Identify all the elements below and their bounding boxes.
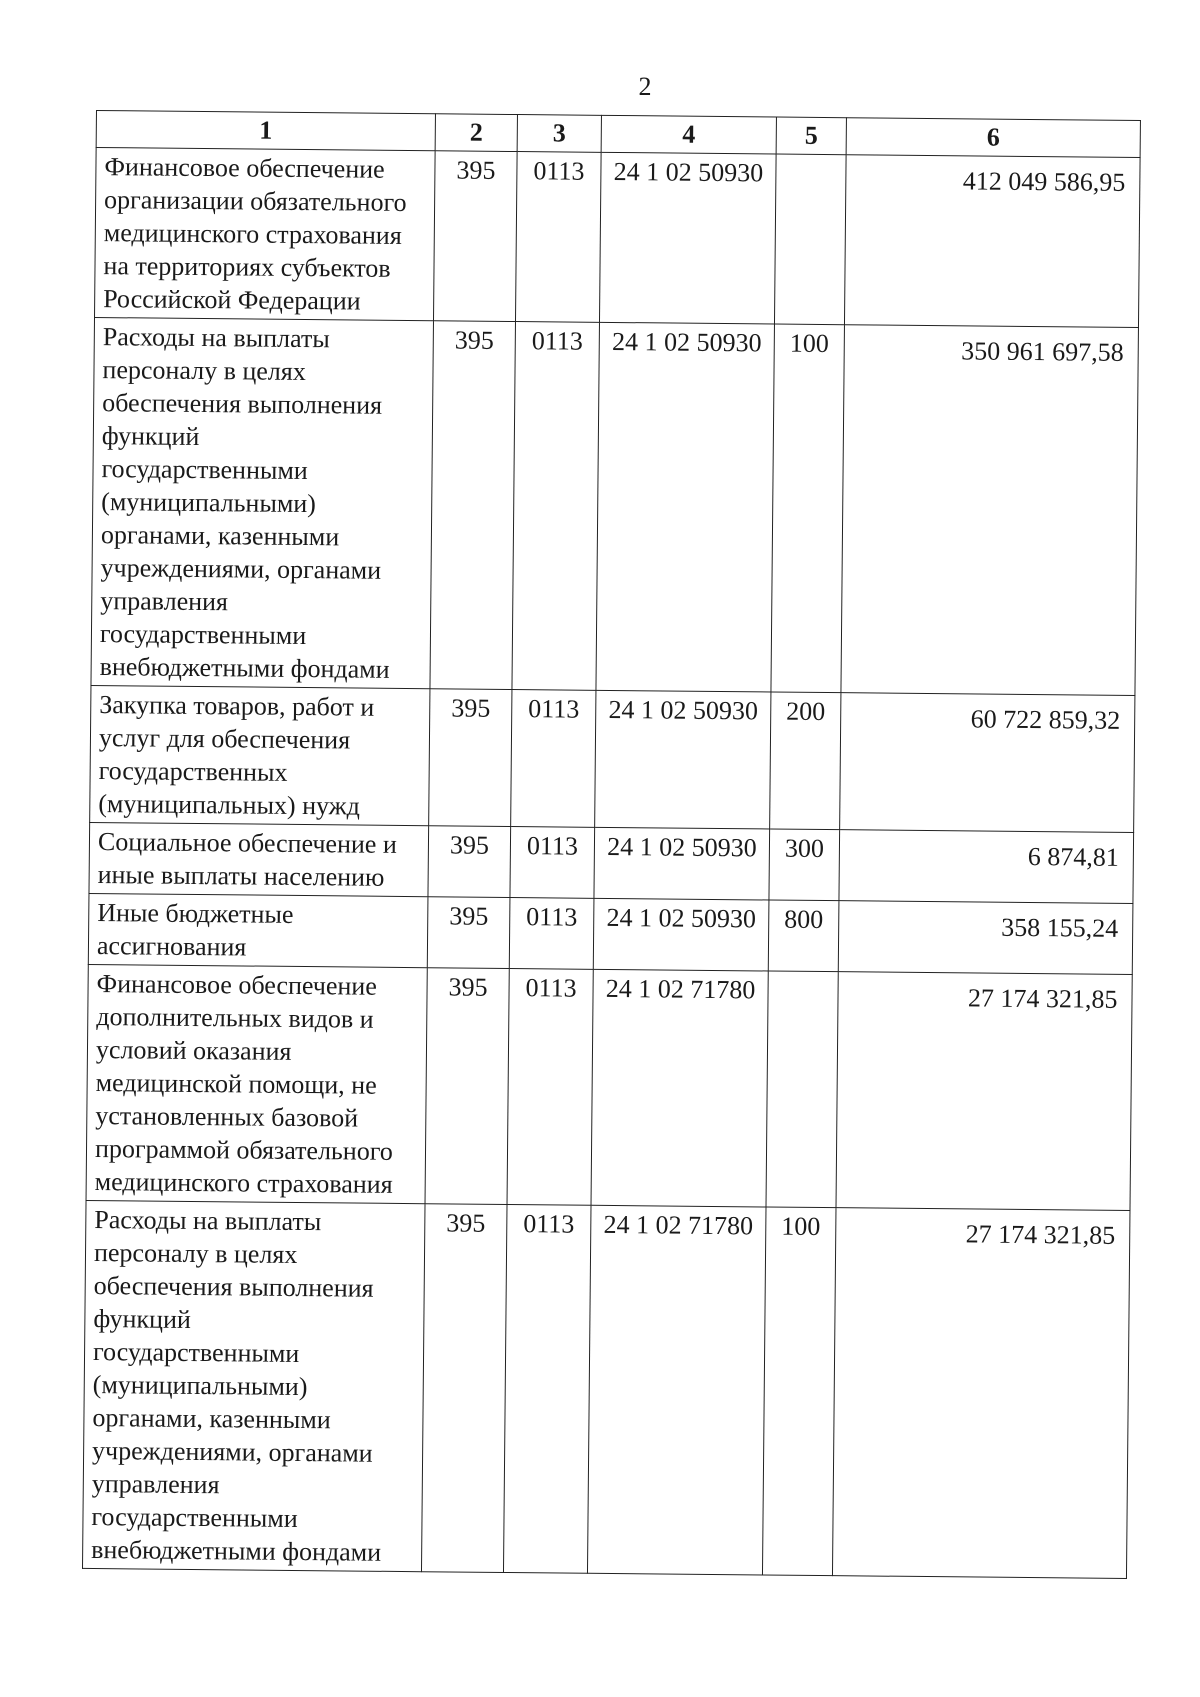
row-name-line: внебюджетными фондами	[91, 1535, 382, 1567]
row-name-line: функций	[101, 421, 200, 452]
row-section-code: 0113	[507, 969, 593, 1206]
row-section-code: 0113	[509, 898, 594, 970]
row-name-line: Закупка товаров, работ и	[99, 690, 375, 722]
row-name-line: программой обязательного	[94, 1134, 393, 1166]
row-name-line: государственными	[101, 454, 308, 486]
row-expense-type: 200	[770, 692, 841, 830]
row-name-line: Финансовое обеспечение	[104, 152, 385, 184]
row-name-line: учреждениями, органами	[91, 1436, 373, 1468]
row-target-article: 24 1 02 50930	[595, 690, 771, 829]
row-name-line: управления	[100, 586, 229, 617]
page-number: 2	[638, 72, 652, 101]
row-name-line: государственными	[91, 1502, 298, 1534]
row-name-line: медицинского страхования	[94, 1167, 393, 1199]
budget-table	[82, 110, 1141, 1579]
row-expense-type: 300	[769, 829, 840, 901]
row-name-line: функций	[93, 1304, 192, 1334]
table-row	[82, 1200, 1129, 1578]
row-target-article: 24 1 02 50930	[593, 898, 769, 971]
row-name-line: (муниципальными)	[101, 487, 317, 519]
row-name-line: государственных	[98, 756, 288, 787]
row-admin-code: 395	[427, 897, 510, 969]
row-name-line: персоналу в целях	[93, 1238, 298, 1269]
row-name-cell	[82, 1200, 425, 1571]
row-admin-code: 395	[421, 1204, 507, 1573]
row-name-line: Расходы на выплаты	[94, 1205, 322, 1237]
row-name-line: Иные бюджетные	[97, 898, 294, 929]
row-amount: 27 174 321,85	[832, 1208, 1130, 1579]
row-section-code: 0113	[510, 827, 595, 899]
row-expense-type: 800	[768, 900, 839, 972]
row-amount: 6 874,81	[839, 830, 1134, 904]
row-name-line: Финансовое обеспечение	[96, 969, 377, 1001]
row-amount: 358 155,24	[838, 901, 1133, 975]
row-admin-code: 395	[425, 968, 509, 1205]
row-admin-code: 395	[433, 151, 517, 322]
row-expense-type: 100	[762, 1207, 836, 1576]
row-name-line: государственными	[92, 1337, 300, 1369]
row-name-line: на территориях субъектов	[103, 251, 391, 283]
row-name-cell	[91, 317, 434, 688]
row-expense-type	[766, 971, 838, 1208]
header-col-5: 5	[776, 117, 846, 155]
row-target-article: 24 1 02 50930	[594, 827, 770, 900]
row-name-line: органами, казенными	[100, 520, 340, 552]
row-target-article: 24 1 02 50930	[596, 322, 775, 692]
table-row	[89, 822, 1134, 903]
row-name-line: медицинского страхования	[103, 218, 402, 250]
row-expense-type	[774, 154, 846, 325]
row-name-line: персоналу в целях	[102, 355, 306, 387]
row-name-cell	[89, 822, 429, 896]
row-name-line: органами, казенными	[92, 1403, 331, 1435]
row-target-article: 24 1 02 50930	[599, 152, 776, 324]
table-row	[86, 964, 1132, 1210]
table-body	[82, 148, 1140, 1579]
table-row	[88, 893, 1133, 974]
row-amount: 60 722 859,32	[840, 693, 1135, 833]
row-name-line: (муниципальными)	[92, 1370, 308, 1402]
row-name-line: государственными	[99, 619, 307, 651]
row-name-line: условий оказания	[95, 1035, 292, 1066]
table-row	[95, 148, 1141, 328]
row-name-line: установленных базовой	[95, 1101, 359, 1133]
row-name-line: иные выплаты населению	[97, 860, 385, 892]
row-name-line: организации обязательного	[104, 185, 407, 217]
row-section-code: 0113	[512, 322, 600, 691]
row-name-line: (муниципальных) нужд	[98, 789, 361, 821]
row-name-line: Социальное обеспечение и	[97, 827, 397, 859]
budget-table-wrapper	[82, 110, 1140, 1579]
row-admin-code: 395	[430, 321, 516, 690]
row-name-line: управления	[91, 1469, 220, 1500]
row-name-line: учреждениями, органами	[100, 553, 382, 585]
row-expense-type: 100	[771, 324, 845, 693]
row-name-line: обеспечения выполнения	[102, 388, 383, 420]
row-name-cell	[88, 893, 428, 967]
header-col-4: 4	[601, 115, 776, 154]
row-target-article: 24 1 02 71780	[587, 1205, 766, 1575]
row-section-code: 0113	[511, 690, 596, 828]
row-admin-code: 395	[428, 826, 511, 898]
table-row	[91, 317, 1138, 695]
row-name-cell	[90, 685, 430, 825]
row-name-line: Российской Федерации	[103, 284, 361, 316]
row-section-code: 0113	[503, 1204, 591, 1573]
header-col-2: 2	[435, 114, 517, 152]
row-name-cell	[86, 964, 427, 1203]
row-name-line: Расходы на выплаты	[102, 322, 330, 354]
row-amount: 350 961 697,58	[841, 325, 1139, 696]
row-target-article: 24 1 02 71780	[591, 969, 768, 1207]
header-col-1: 1	[96, 111, 435, 151]
header-col-3: 3	[517, 115, 601, 153]
row-name-line: внебюджетными фондами	[99, 652, 390, 684]
row-name-line: обеспечения выполнения	[93, 1271, 374, 1303]
table-row	[90, 685, 1135, 832]
row-name-line: дополнительных видов и	[96, 1002, 374, 1034]
header-col-6: 6	[846, 118, 1140, 158]
row-name-cell	[95, 148, 436, 321]
row-admin-code: 395	[429, 689, 512, 827]
row-name-line: ассигнования	[96, 931, 247, 962]
row-section-code: 0113	[515, 152, 601, 323]
row-name-line: медицинской помощи, не	[95, 1068, 377, 1100]
row-name-line: услуг для обеспечения	[98, 723, 351, 755]
row-amount: 27 174 321,85	[836, 972, 1132, 1211]
row-amount: 412 049 586,95	[844, 155, 1140, 328]
